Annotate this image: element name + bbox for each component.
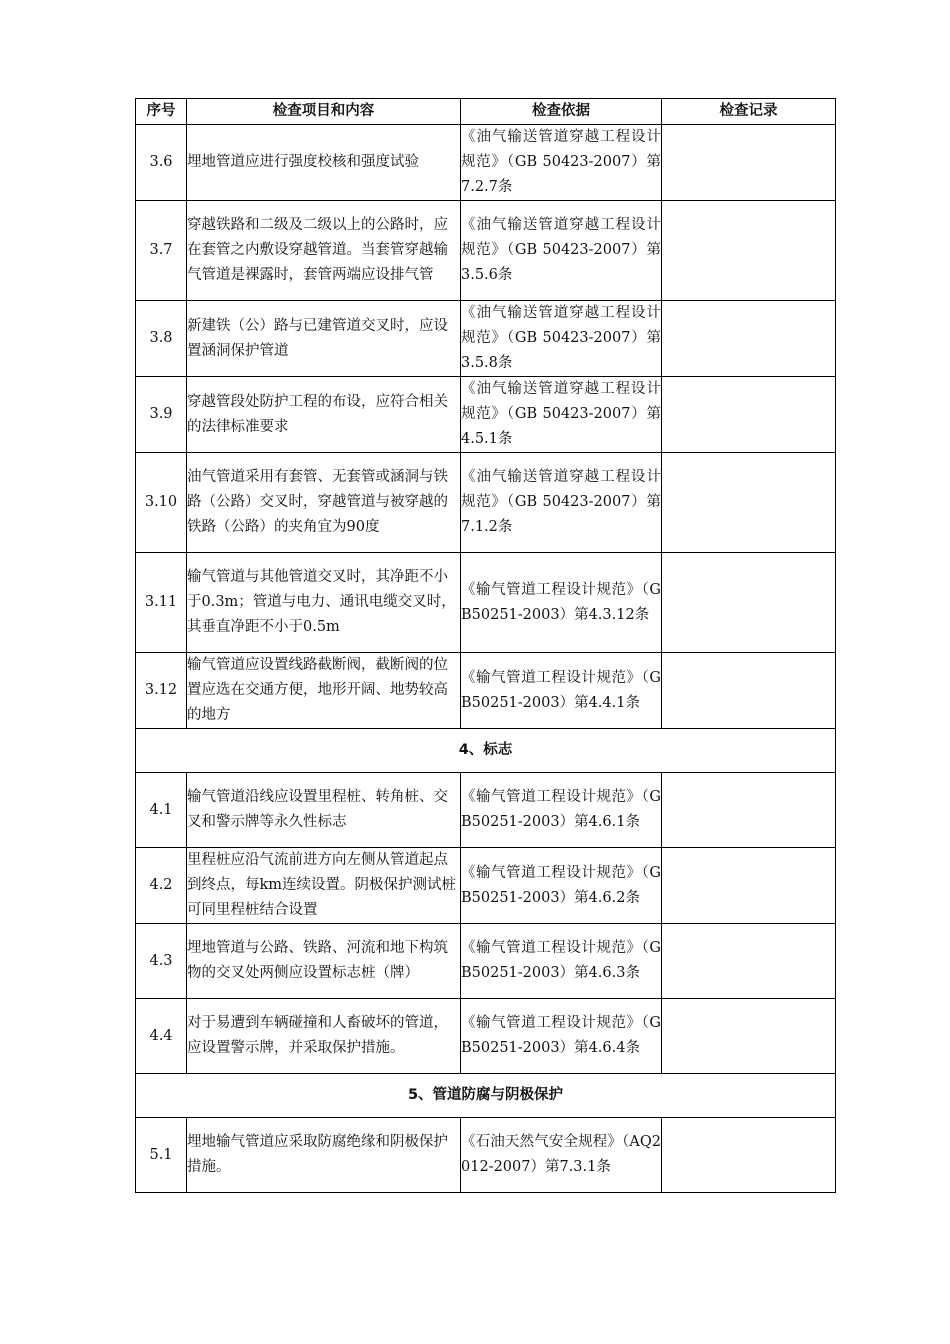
- row-item: 输气管道应设置线路截断阀，截断阀的位置应选在交通方便，地形开阔、地势较高的地方: [187, 653, 461, 729]
- table-row: [136, 201, 836, 301]
- row-item: 埋地管道应进行强度校核和强度试验: [187, 125, 461, 201]
- row-number: 3.10: [136, 453, 187, 553]
- row-basis: 《输气管道工程设计规范》（GB50251-2003）第4.6.2条: [461, 848, 662, 924]
- row-record[interactable]: [662, 924, 836, 999]
- table-row: [136, 301, 836, 377]
- table-row: [136, 377, 836, 453]
- row-number: 5.1: [136, 1118, 187, 1193]
- table-row: [136, 653, 836, 729]
- row-item: 对于易遭到车辆碰撞和人畜破坏的管道，应设置警示牌，并采取保护措施。: [187, 999, 461, 1074]
- row-number: 4.1: [136, 773, 187, 848]
- row-record[interactable]: [662, 553, 836, 653]
- header-item: 检查项目和内容: [187, 99, 461, 125]
- row-number: 3.7: [136, 201, 187, 301]
- row-basis: 《油气输送管道穿越工程设计规范》（GB 50423-2007）第4.5.1条: [461, 377, 662, 453]
- row-number: 3.8: [136, 301, 187, 377]
- row-number: 4.2: [136, 848, 187, 924]
- row-item: 输气管道沿线应设置里程桩、转角桩、交叉和警示牌等永久性标志: [187, 773, 461, 848]
- row-basis: 《输气管道工程设计规范》（GB50251-2003）第4.4.1条: [461, 653, 662, 729]
- table-row: [136, 924, 836, 999]
- row-basis: 《油气输送管道穿越工程设计规范》（GB 50423-2007）第3.5.6条: [461, 201, 662, 301]
- table-row: [136, 125, 836, 201]
- section-heading-row: [136, 1074, 836, 1118]
- row-number: 3.6: [136, 125, 187, 201]
- header-record: 检查记录: [662, 99, 836, 125]
- row-basis: 《输气管道工程设计规范》（GB50251-2003）第4.6.1条: [461, 773, 662, 848]
- row-record[interactable]: [662, 377, 836, 453]
- header-no: 序号: [136, 99, 187, 125]
- row-basis: 《输气管道工程设计规范》（GB50251-2003）第4.6.4条: [461, 999, 662, 1074]
- row-number: 4.3: [136, 924, 187, 999]
- row-record[interactable]: [662, 999, 836, 1074]
- header-basis: 检查依据: [461, 99, 662, 125]
- row-item: 穿越铁路和二级及二级以上的公路时，应在套管之内敷设穿越管道。当套管穿越输气管道是裸露时，套管两端应设排气管: [187, 201, 461, 301]
- row-record[interactable]: [662, 301, 836, 377]
- row-item: 里程桩应沿气流前进方向左侧从管道起点到终点，每km连续设置。阴极保护测试桩可同里程桩结合设置: [187, 848, 461, 924]
- table-row: [136, 773, 836, 848]
- row-record[interactable]: [662, 848, 836, 924]
- row-basis: 《油气输送管道穿越工程设计规范》（GB 50423-2007）第7.1.2条: [461, 453, 662, 553]
- row-item: 新建铁（公）路与已建管道交叉时，应设置涵洞保护管道: [187, 301, 461, 377]
- row-record[interactable]: [662, 125, 836, 201]
- table-row: [136, 553, 836, 653]
- row-item: 埋地管道与公路、铁路、河流和地下构筑物的交叉处两侧应设置标志桩（牌）: [187, 924, 461, 999]
- row-item: 穿越管段处防护工程的布设，应符合相关的法律标准要求: [187, 377, 461, 453]
- row-item: 埋地输气管道应采取防腐绝缘和阴极保护措施。: [187, 1118, 461, 1193]
- row-record[interactable]: [662, 773, 836, 848]
- row-basis: 《输气管道工程设计规范》（GB50251-2003）第4.3.12条: [461, 553, 662, 653]
- table-row: [136, 1118, 836, 1193]
- row-record[interactable]: [662, 201, 836, 301]
- table-row: [136, 453, 836, 553]
- row-basis: 《油气输送管道穿越工程设计规范》（GB 50423-2007）第3.5.8条: [461, 301, 662, 377]
- row-item: 油气管道采用有套管、无套管或涵洞与铁路（公路）交叉时，穿越管道与被穿越的铁路（公路）的夹角宜为90度: [187, 453, 461, 553]
- row-record[interactable]: [662, 653, 836, 729]
- section-heading-5: 5、管道防腐与阴极保护: [136, 1074, 836, 1118]
- row-number: 3.11: [136, 553, 187, 653]
- row-basis: 《石油天然气安全规程》（AQ2012-2007）第7.3.1条: [461, 1118, 662, 1193]
- row-number: 4.4: [136, 999, 187, 1074]
- section-heading-4: 4、标志: [136, 729, 836, 773]
- section-heading-row: [136, 729, 836, 773]
- row-number: 3.12: [136, 653, 187, 729]
- row-number: 3.9: [136, 377, 187, 453]
- row-basis: 《输气管道工程设计规范》（GB50251-2003）第4.6.3条: [461, 924, 662, 999]
- inspection-table: [135, 98, 836, 1193]
- table-row: [136, 999, 836, 1074]
- row-item: 输气管道与其他管道交叉时，其净距不小于0.3m；管道与电力、通讯电缆交叉时，其垂直净距不小于0.5m: [187, 553, 461, 653]
- table-header-row: [136, 99, 836, 125]
- row-record[interactable]: [662, 453, 836, 553]
- row-basis: 《油气输送管道穿越工程设计规范》（GB 50423-2007）第7.2.7条: [461, 125, 662, 201]
- row-record[interactable]: [662, 1118, 836, 1193]
- table-row: [136, 848, 836, 924]
